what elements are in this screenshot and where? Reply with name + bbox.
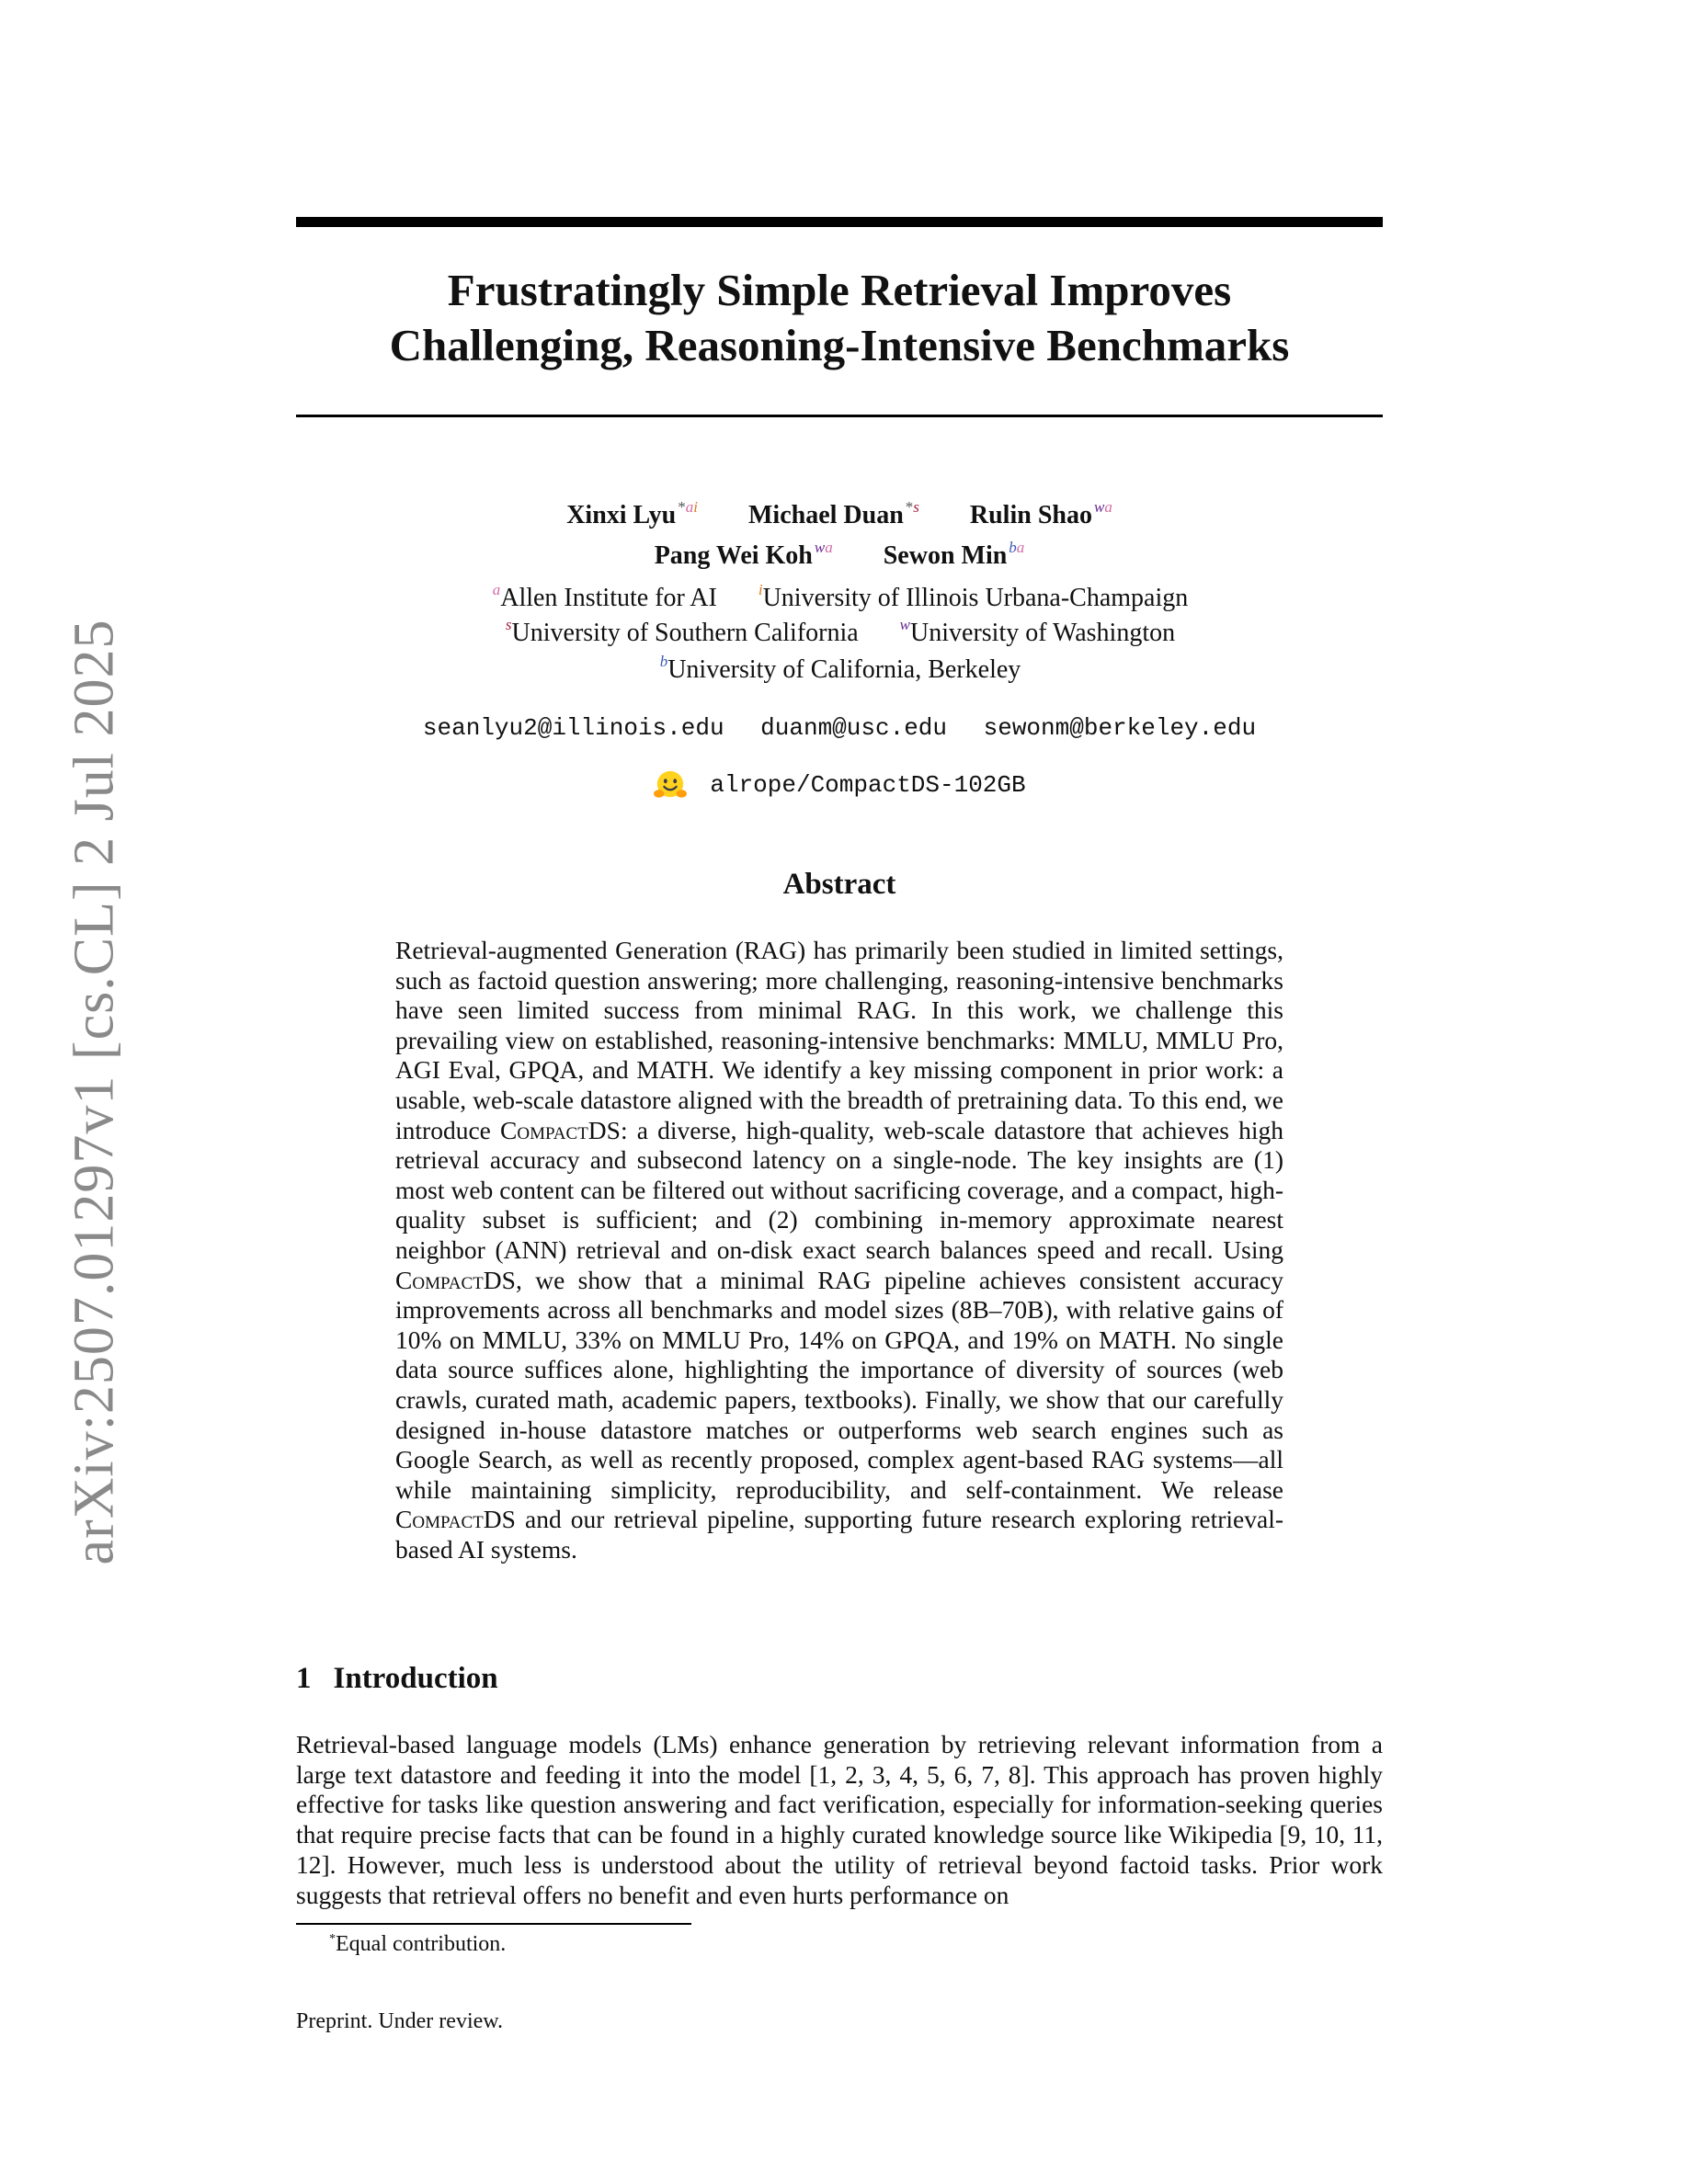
affiliation-mark: w <box>814 539 826 556</box>
affiliation-row-1 <box>296 574 1383 614</box>
footnote-rule <box>296 1923 691 1925</box>
abstract-heading: Abstract <box>782 868 896 901</box>
affiliation-mark: a <box>492 581 501 598</box>
footnote-text: Equal contribution. <box>336 1932 507 1956</box>
affiliation <box>757 581 1189 612</box>
preprint-notice: Preprint. Under review. <box>296 2009 504 2033</box>
affiliation-mark: w <box>1093 498 1105 516</box>
paper-title <box>296 263 1383 373</box>
author-row-2 <box>296 532 1383 572</box>
section-title: Introduction <box>333 1662 498 1695</box>
intro-paragraph: Retrieval-based language models (LMs) enhance generation by retrieving relevant information from a large text datastore and feeding it into the model [1, 2, 3, 4, 5, 6, 7, 8]. This approach has proven highly effective for tasks like question answering and fact verification, especially for information-seeking queries that require precise facts that can be found in a highly curated knowledge source like Wikipedia [9, 10, 11, 12]. However, much less is understood about the utility of retrieval beyond factoid tasks. Prior work suggests that retrieval offers no benefit and even hurts performance on <box>296 1730 1383 1909</box>
title-line-2: Challenging, Reasoning-Intensive Benchmarks <box>389 320 1290 370</box>
affiliation-name: University of California, Berkeley <box>667 655 1021 684</box>
abstract-segment: Retrieval-augmented Generation (RAG) has primarily been studied in limited settings, such as factoid question answering; more challenging, reasoning-intensive benchmarks have seen limited success from minimal RAG. In this work, we challenge this prevailing view on established, reasoning-intensive benchmarks: MMLU, MMLU Pro, AGI Eval, GPQA, and MATH. We identify a key missing component in prior work: a usable, web-scale datastore aligned with the breadth of pretraining data. To this end, we introduce <box>395 936 1283 1144</box>
system-name: CompactDS <box>395 1265 516 1294</box>
affiliation-name: Allen Institute for AI <box>500 584 717 612</box>
abstract-segment: and our retrieval pipeline, supporting future research exploring retrieval-based AI systems. <box>395 1505 1283 1564</box>
affiliation <box>504 616 859 647</box>
affiliation-name: University of Southern California <box>511 619 859 647</box>
system-name: CompactDS <box>395 1505 516 1534</box>
section-heading <box>296 1662 498 1696</box>
affiliation-row-3 <box>296 646 1383 686</box>
affiliation-mark: a <box>825 539 833 556</box>
author-name: Sewon Min <box>883 541 1008 570</box>
equal-contribution-mark: * <box>905 498 914 516</box>
email-link[interactable]: seanlyu2@illinois.edu <box>422 714 724 742</box>
affiliation-mark: a <box>1104 498 1112 516</box>
author <box>747 498 919 529</box>
title-top-rule <box>296 217 1383 227</box>
author <box>969 498 1112 529</box>
email-link[interactable]: duanm@usc.edu <box>760 714 948 742</box>
affiliation-mark: w <box>899 616 911 633</box>
affiliation-mark: b <box>1009 539 1017 556</box>
affiliation-mark: b <box>659 653 668 670</box>
equal-contribution-mark: * <box>678 498 686 516</box>
abstract-segment: : a diverse, high-quality, web-scale datastore that achieves high retrieval accuracy and subsecond latency on a single-node. The key insights are (1) most web content can be filtered out without sacrificing coverage, and a compact, high-quality subset is sufficient; and (2) combining in-memory approximate nearest neighbor (ANN) retrieval and on-disk exact search balances speed and recall. Using <box>395 1115 1283 1264</box>
affiliation <box>491 581 717 612</box>
title-bottom-rule <box>296 415 1383 417</box>
affiliation-mark: a <box>1016 539 1025 556</box>
affiliation-name: University of Washington <box>910 619 1176 647</box>
footnote-mark: * <box>329 1932 336 1946</box>
abstract-text <box>395 936 1283 1564</box>
affiliation-mark: i <box>758 581 763 598</box>
author-marks <box>906 498 919 516</box>
affiliation <box>898 616 1176 647</box>
section-number: 1 <box>296 1662 312 1695</box>
author-name: Xinxi Lyu <box>566 501 677 529</box>
author <box>566 498 698 529</box>
affiliation <box>658 655 1021 684</box>
affiliation-mark: a <box>685 498 694 516</box>
title-line-1: Frustratingly Simple Retrieval Improves <box>447 265 1232 315</box>
author-marks <box>1009 539 1024 556</box>
author <box>884 541 1025 570</box>
affiliation-mark: i <box>693 498 698 516</box>
email-link[interactable]: sewonm@berkeley.edu <box>983 714 1257 742</box>
author-name: Michael Duan <box>747 501 904 529</box>
author-name: Pang Wei Koh <box>654 541 813 570</box>
affiliation-mark: s <box>913 498 919 516</box>
affiliation-mark: s <box>505 616 512 633</box>
abstract-segment: , we show that a minimal RAG pipeline achieves consistent accuracy improvements across all benchmarks and model sizes (8B–70B), with relative gains of 10% on MMLU, 33% on MMLU Pro, 14% on GPQA, and 19% on MATH. No single data source suffices alone, highlighting the importance of diversity of sources (web crawls, curated math, academic papers, textbooks). Finally, we show that our carefully designed in-house datastore matches or outperforms web search engines such as Google Search, as well as recently proposed, complex agent-based RAG systems—all while maintaining simplicity, reproducibility, and self-containment. We release <box>395 1265 1283 1504</box>
author <box>655 541 833 570</box>
author-marks <box>1094 498 1112 516</box>
author-marks <box>678 498 698 516</box>
arxiv-stamp: arXiv:2507.01297v1 [cs.CL] 2 Jul 2025 <box>63 619 126 1565</box>
author-marks <box>815 539 833 556</box>
author-name: Rulin Shao <box>969 501 1092 529</box>
affiliation-name: University of Illinois Urbana-Champaign <box>762 584 1189 612</box>
affiliation-row-2 <box>296 609 1383 649</box>
resource-label: alrope/CompactDS-102GB <box>710 770 1026 799</box>
resource-link[interactable] <box>296 769 1383 801</box>
system-name: CompactDS <box>500 1115 621 1144</box>
author-row-1 <box>296 492 1383 531</box>
hugging-face-icon <box>653 769 688 801</box>
email-list <box>296 714 1383 742</box>
footnote <box>329 1932 506 1957</box>
